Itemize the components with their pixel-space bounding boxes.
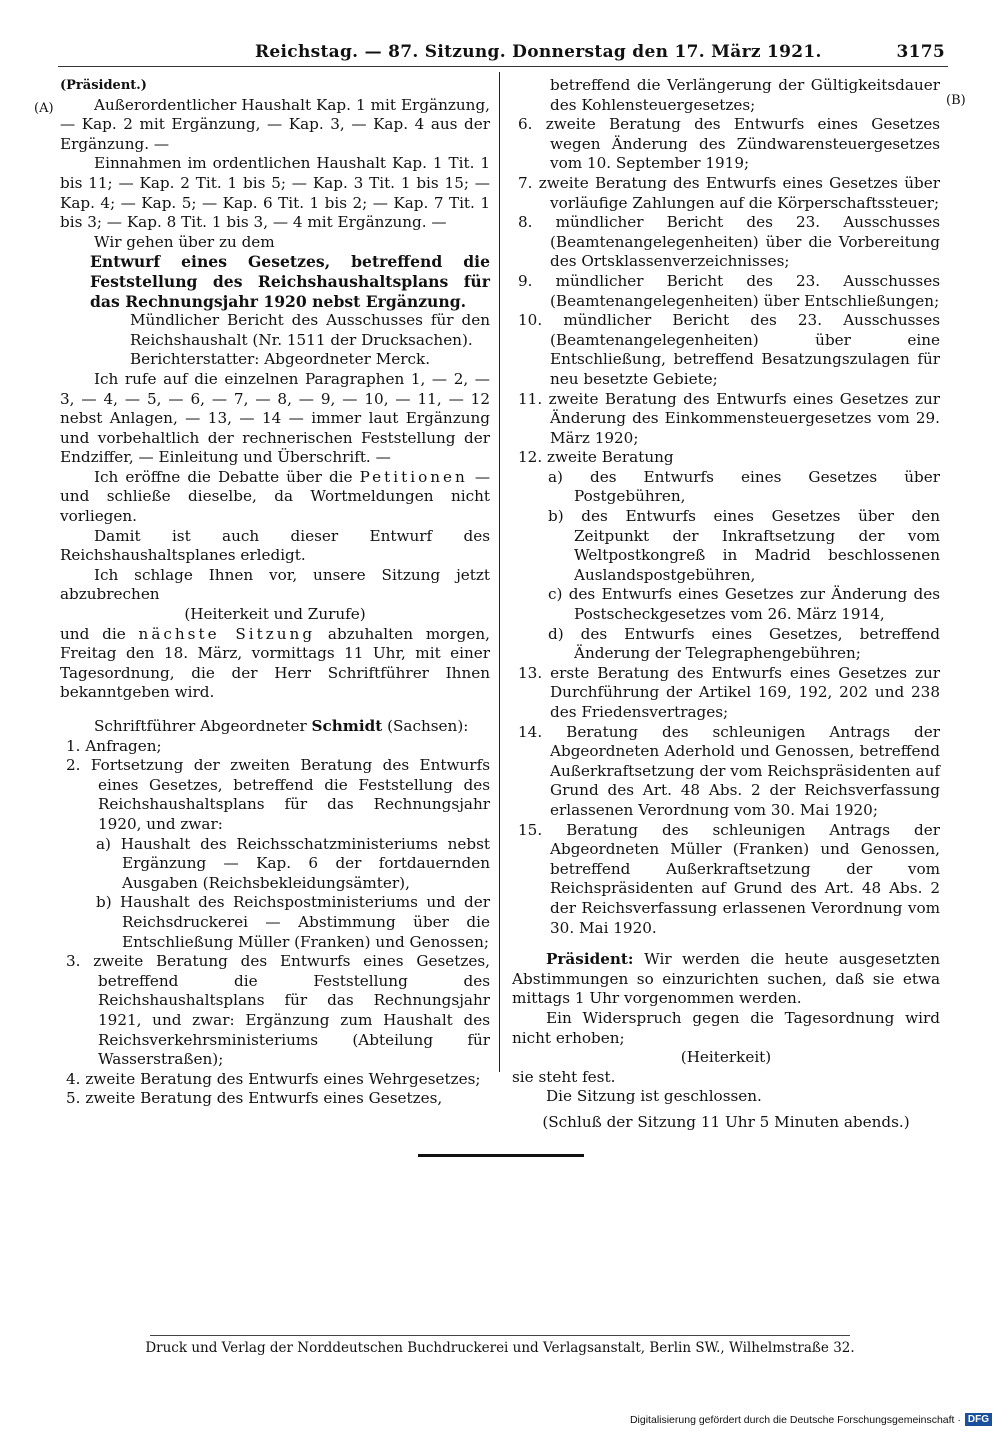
speaker-name: Schmidt — [311, 717, 383, 735]
paragraph: Mündlicher Bericht des Ausschusses für den Reichshaushalt (Nr. 1511 der Drucksachen). — [130, 311, 490, 349]
end-rule — [418, 1154, 584, 1157]
paragraph: Wir gehen über zu dem — [94, 232, 275, 251]
text-run: Wir werden die heute ausgesetzten Abstimmungen so einzurichten suchen, daß sie etwa mittags 1 Uhr vorgenommen werden. — [512, 950, 940, 1008]
speaker-tag: (Präsident.) — [60, 78, 147, 93]
text-run: und die — [60, 624, 126, 643]
header-rule — [58, 66, 948, 67]
imprint: Druck und Verlag der Norddeutschen Buchdruckerei und Verlagsanstalt, Berlin SW., Wilhelmstraße 32. — [145, 1340, 855, 1356]
list-item: 6. zweite Beratung des Entwurfs eines Gesetzes wegen Änderung des Zündwarensteuergesetzes vom 10. September 1919; — [518, 115, 940, 173]
text-run-spaced: nächste Sitzung — [138, 624, 316, 643]
paragraph: betreffend die Verlängerung der Gültigkeitsdauer des Kohlensteuergesetzes; — [550, 76, 940, 114]
closing-note: (Schluß der Sitzung 11 Uhr 5 Minuten abends.) — [542, 1112, 910, 1131]
text-run: Schriftführer Abgeordneter — [94, 717, 307, 735]
list-item: 4. zweite Beratung des Entwurfs eines Wehrgesetzes; — [66, 1069, 481, 1088]
list-item: 7. zweite Beratung des Entwurfs eines Gesetzes über vorläufige Zahlungen auf die Körperschaftssteuer; — [518, 173, 940, 212]
list-item: 8. mündlicher Bericht des 23. Ausschusses (Beamtenangelegenheiten) über die Vorbereitung des Ortsklassenverzeichnisses; — [518, 213, 940, 271]
list-item: 15. Beratung des schleunigen Antrags der Abgeordneten Müller (Franken) und Genossen, betreffend Außerkraftsetzung der vom Reichspräsidenten auf Grund des Art. 48 Abs. 2 der Reichsverfassung erlassenen Verordnung vom 30. Mai 1920. — [518, 820, 940, 937]
reporter-line: Berichterstatter: Abgeordneter Merck. — [130, 350, 431, 369]
list-item: 5. zweite Beratung des Entwurfs eines Gesetzes, — [66, 1089, 443, 1108]
paragraph: Außerordentlicher Haushalt Kap. 1 mit Ergänzung, — Kap. 2 mit Ergänzung, — Kap. 3, — Kap. 4 aus der Ergänzung. — — [60, 95, 490, 153]
list-subitem: d) des Entwurfs eines Gesetzes, betreffend Änderung der Telegraphengebühren; — [548, 624, 940, 663]
dfg-logo: DFG — [965, 1413, 992, 1426]
right-column — [512, 76, 940, 1132]
agenda-list — [512, 115, 940, 938]
margin-mark-a: (A) — [34, 101, 54, 116]
list-item: 12. zweite Beratung — [518, 448, 674, 467]
text-run-spaced: Petitionen — [359, 467, 468, 486]
speaker-label: Präsident: — [546, 950, 634, 969]
list-subitem: b) des Entwurfs eines Gesetzes über den Zeitpunkt der Inkraftsetzung der vom Weltpostkongreß in Madrid beschlossenen Auslandspostgebühren, — [548, 507, 940, 584]
interjection: (Heiterkeit) — [680, 1048, 772, 1067]
paragraph: Einnahmen im ordentlichen Haushalt Kap. 1 Tit. 1 bis 11; — Kap. 2 Tit. 1 bis 5; — Kap. 3 Tit. 1 bis 15; — Kap. 4; — Kap. 5; — Kap. 6 Tit. 1 bis 2; — Kap. 7 Tit. 1 bis 3; — Kap. 8 Tit. 1 bis 3, — 4 mit Ergänzung. — — [60, 154, 490, 232]
paragraph: Ein Widerspruch gegen die Tagesordnung wird nicht erhoben; — [512, 1008, 940, 1047]
list-item: 1. Anfragen; — [66, 736, 162, 755]
list-subitem: a) Haushalt des Reichsschatzministeriums nebst Ergänzung — Kap. 6 der fortdauernden Ausgaben (Reichsbekleidungsämter), — [96, 834, 490, 892]
interjection: (Heiterkeit und Zurufe) — [184, 605, 366, 624]
list-item: 2. Fortsetzung der zweiten Beratung des Entwurfs eines Gesetzes, betreffend die Feststellung des Reichshaushaltsplans für das Rechnungsjahr 1920, und zwar: — [66, 756, 490, 833]
list-item: 9. mündlicher Bericht des 23. Ausschusses (Beamtenangelegenheiten) über Entschließungen; — [518, 271, 940, 310]
list-subitem: a) des Entwurfs eines Gesetzes über Postgebühren, — [548, 467, 940, 506]
column-divider — [499, 72, 500, 1072]
paragraph: Die Sitzung ist geschlossen. — [546, 1087, 762, 1106]
footer-rule — [150, 1335, 850, 1336]
paragraph — [60, 625, 490, 703]
paragraph: Ich rufe auf die einzelnen Paragraphen 1, — 2, — 3, — 4, — 5, — 6, — 7, — 8, — 9, — 10, — 11, — 12 nebst Anlagen, — 13, — 14 — immer laut Ergänzung und vorbehaltlich der rechnerischen Feststellung der Endziffer, — Einleitung und Überschrift. — — [60, 369, 490, 467]
left-column — [60, 76, 490, 1109]
agenda-list — [60, 737, 490, 1109]
header-title: Reichstag. — 87. Sitzung. Donnerstag den 17. März 1921. — [255, 42, 822, 62]
paragraph — [60, 468, 490, 527]
paragraph: sie steht fest. — [512, 1067, 616, 1086]
dfg-text: Digitalisierung gefördert durch die Deutsche Forschungsgemeinschaft · — [629, 1413, 961, 1426]
paragraph: Ich schlage Ihnen vor, unsere Sitzung jetzt abzubrechen — [60, 565, 490, 604]
list-item: 13. erste Beratung des Entwurfs eines Gesetzes zur Durchführung der Artikel 169, 192, 202 und 238 des Friedensvertrages; — [518, 663, 940, 721]
text-run: — und schließe dieselbe, da Wortmeldungen nicht vorliegen. — [60, 467, 491, 526]
speaker-line — [60, 717, 490, 737]
bill-title: Entwurf eines Gesetzes, betreffend die Feststellung des Reichshaushaltsplans für das Rechnungsjahr 1920 nebst Ergänzung. — [90, 252, 490, 311]
paragraph — [512, 950, 940, 1009]
margin-mark-b: (B) — [946, 93, 966, 108]
text-run: abzuhalten morgen, Freitag den 18. März, vormittags 11 Uhr, mit einer Tagesordnung, die der Herr Schriftführer Ihnen bekanntgeben wird. — [60, 624, 490, 702]
list-item: 11. zweite Beratung des Entwurfs eines Gesetzes zur Änderung des Einkommensteuergesetzes vom 29. März 1920; — [518, 389, 940, 447]
list-item: 14. Beratung des schleunigen Antrags der Abgeordneten Aderhold und Genossen, betreffend Außerkraftsetzung der vom Reichspräsidenten auf Grund des Art. 48 Abs. 2 der Reichsverfassung erlassenen Verordnung vom 30. Mai 1920; — [518, 722, 940, 819]
text-run: (Sachsen): — [387, 717, 469, 735]
text-run: Ich eröffne die Debatte über die — [94, 467, 353, 486]
list-subitem: c) des Entwurfs eines Gesetzes zur Änderung des Postscheckgesetzes vom 26. März 1914, — [548, 585, 940, 624]
dfg-credit — [630, 1413, 992, 1426]
list-item: 3. zweite Beratung des Entwurfs eines Gesetzes, betreffend die Feststellung des Reichshaushaltsplans für das Rechnungsjahr 1921, und zwar: Ergänzung zum Haushalt des Reichsverkehrsministeriums (Abteilung für Wasserstraßen); — [66, 952, 490, 1069]
paragraph: Damit ist auch dieser Entwurf des Reichshaushaltsplanes erledigt. — [60, 526, 490, 565]
list-item: 10. mündlicher Bericht des 23. Ausschusses (Beamtenangelegenheiten) über eine Entschließung, betreffend Besatzungszulagen für neu besetzte Gebiete; — [518, 311, 940, 388]
page-number: 3175 — [896, 42, 945, 62]
list-subitem: b) Haushalt des Reichspostministeriums und der Reichsdruckerei — Abstimmung über die Entschließung Müller (Franken) und Genossen; — [96, 893, 490, 951]
